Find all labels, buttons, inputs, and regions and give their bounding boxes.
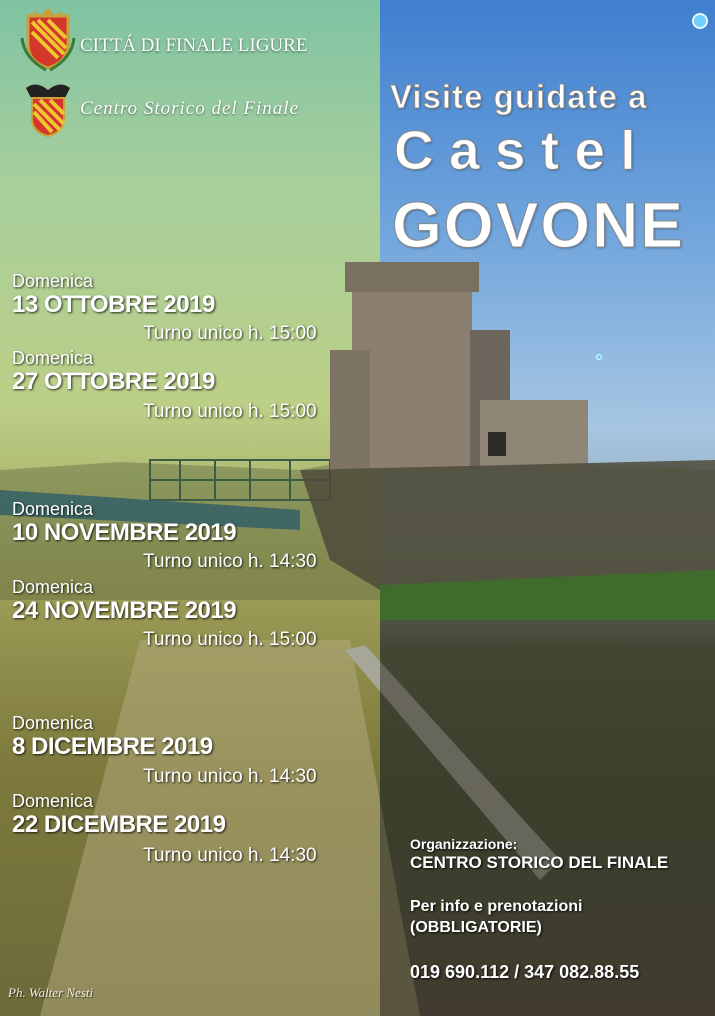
date-entry	[12, 577, 236, 625]
headline-line-2: C a s t e l	[394, 119, 636, 181]
headline-line-1: Visite guidate a	[390, 78, 648, 115]
photo-credit: Ph. Walter Nesti	[8, 985, 94, 1000]
date-day: Domenica	[12, 499, 94, 519]
date-text: 8 DICEMBRE 2019	[12, 733, 213, 760]
city-name: CITTÁ DI FINALE LIGURE	[80, 35, 308, 56]
headline-line-3: GOVONE	[392, 189, 685, 261]
date-turn: Turno unico h. 14:30	[143, 551, 317, 572]
org-name: CENTRO STORICO DEL FINALE	[410, 853, 669, 872]
date-entry	[12, 271, 215, 319]
castle	[330, 262, 588, 470]
date-text: 13 OTTOBRE 2019	[12, 291, 215, 318]
date-turn: Turno unico h. 15:00	[143, 629, 317, 650]
date-day: Domenica	[12, 271, 94, 291]
date-text: 10 NOVEMBRE 2019	[12, 519, 237, 546]
booking-line-1: Per info e prenotazioni	[410, 898, 583, 915]
center-name: Centro Storico del Finale	[80, 98, 300, 119]
center-coat-of-arms-icon	[24, 78, 72, 138]
date-text: 27 OTTOBRE 2019	[12, 368, 215, 395]
date-day: Domenica	[12, 791, 94, 811]
city-coat-of-arms-icon	[20, 8, 76, 72]
blue-dot-icon	[692, 13, 708, 29]
date-turn: Turno unico h. 14:30	[143, 845, 317, 866]
booking-line-2: (OBBLIGATORIE)	[410, 919, 542, 936]
date-entry	[12, 348, 215, 396]
org-label: Organizzazione:	[410, 836, 518, 852]
ruin-walls	[300, 460, 715, 590]
date-day: Domenica	[12, 348, 94, 368]
phone-numbers: 019 690.112 / 347 082.88.55	[410, 962, 640, 982]
date-entry	[12, 499, 236, 547]
terrain-right	[380, 620, 715, 1016]
date-text: 22 DICEMBRE 2019	[12, 811, 226, 838]
date-turn: Turno unico h. 15:00	[143, 323, 317, 344]
date-turn: Turno unico h. 15:00	[143, 401, 317, 422]
date-entry	[12, 791, 225, 839]
date-turn: Turno unico h. 14:30	[143, 766, 317, 787]
small-dot-icon	[596, 354, 602, 360]
date-day: Domenica	[12, 577, 94, 597]
date-day: Domenica	[12, 713, 94, 733]
date-entry	[12, 713, 213, 761]
date-text: 24 NOVEMBRE 2019	[12, 597, 237, 624]
